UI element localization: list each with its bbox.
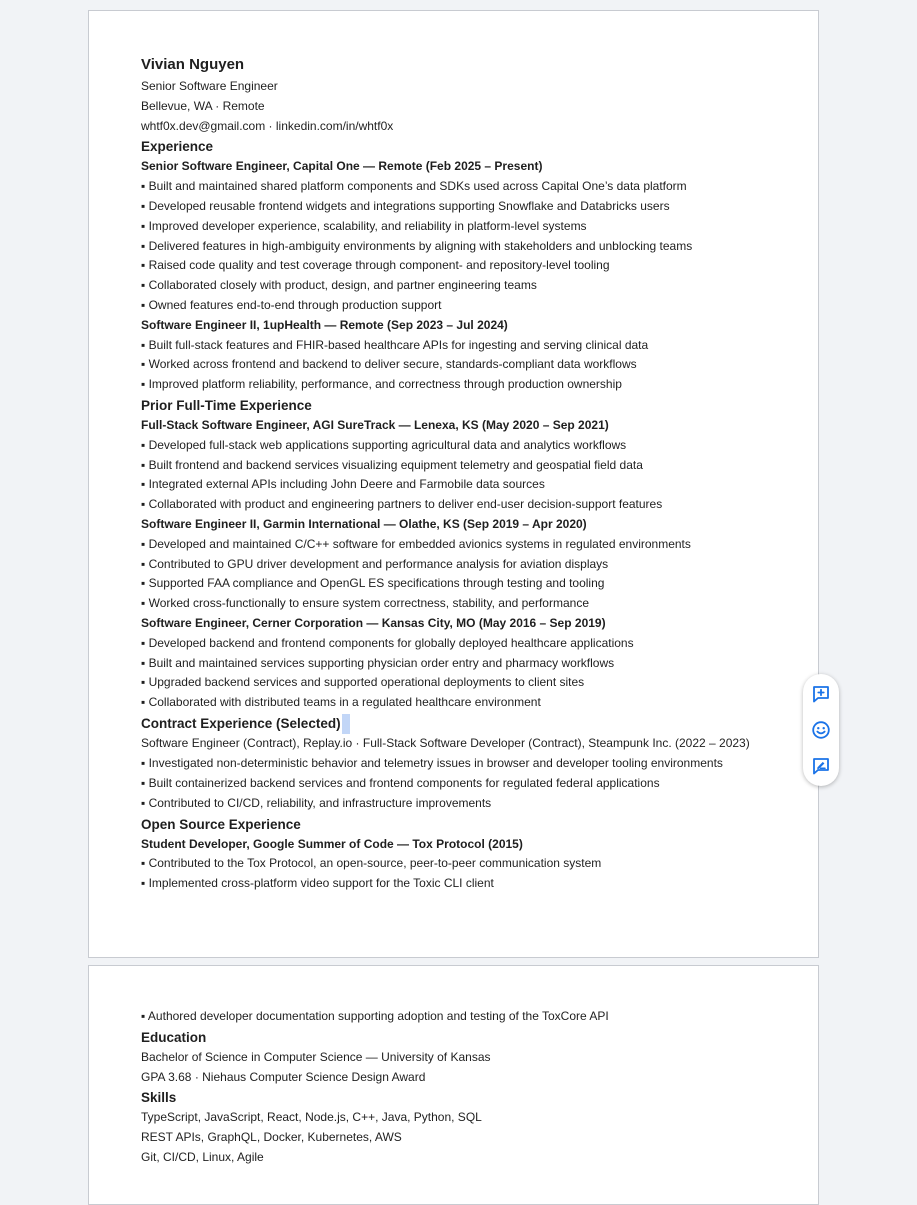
job-title: Senior Software Engineer, Capital One — Remote (Feb 2025 – Present) [141, 159, 543, 174]
page-2-content[interactable] [141, 1007, 778, 1168]
bullet: ▪ Implemented cross-platform video support for the Toxic CLI client [141, 876, 494, 891]
contract-heading-row [141, 713, 778, 734]
job-title: Student Developer, Google Summer of Code — Tox Protocol (2015) [141, 836, 523, 851]
skills-heading: Skills [141, 1090, 177, 1106]
prior-experience-heading: Prior Full-Time Experience [141, 397, 312, 413]
bullet: ▪ Worked across frontend and backend to deliver secure, standards-compliant data workflows [141, 357, 637, 372]
bullet: ▪ Collaborated closely with product, design, and partner engineering teams [141, 278, 537, 293]
open-source-heading: Open Source Experience [141, 816, 301, 832]
floating-side-toolbar [803, 674, 839, 786]
contract-heading: Contract Experience (Selected) [141, 715, 341, 731]
job-title: Software Engineer II, 1upHealth — Remote (Sep 2023 – Jul 2024) [141, 317, 508, 332]
job-title: Software Engineer, Cerner Corporation — Kansas City, MO (May 2016 – Sep 2019) [141, 615, 606, 630]
suggest-edit-icon [811, 756, 831, 776]
gpa: GPA 3.68 · Niehaus Computer Science Design Award [141, 1069, 426, 1084]
degree: Bachelor of Science in Computer Science — University of Kansas [141, 1049, 491, 1064]
emoji-icon [811, 720, 831, 740]
experience-heading: Experience [141, 139, 214, 155]
resume-name: Vivian Nguyen [141, 56, 245, 73]
document-page-1[interactable] [88, 10, 819, 958]
bullet: ▪ Developed full-stack web applications supporting agricultural data and analytics workflows [141, 437, 627, 452]
bullet: ▪ Collaborated with distributed teams in a regulated healthcare environment [141, 695, 541, 710]
text-cursor-selection[interactable] [342, 714, 350, 734]
bullet: ▪ Contributed to the Tox Protocol, an open-source, peer-to-peer communication system [141, 856, 602, 871]
bullet: ▪ Built full-stack features and FHIR-based healthcare APIs for ingesting and serving clinical data [141, 337, 649, 352]
add-comment-icon [811, 684, 831, 704]
bullet: ▪ Contributed to GPU driver development and performance analysis for aviation displays [141, 556, 609, 571]
contract-roles: Software Engineer (Contract), Replay.io · Full-Stack Software Developer (Contract), Steampunk Inc. (2022 – 2023) [141, 736, 750, 751]
skills-line: TypeScript, JavaScript, React, Node.js, C++, Java, Python, SQL [141, 1110, 482, 1125]
suggest-edit-button[interactable] [809, 754, 833, 778]
bullet: ▪ Authored developer documentation supporting adoption and testing of the ToxCore API [141, 1009, 609, 1023]
resume-location: Bellevue, WA · Remote [141, 98, 265, 113]
bullet: ▪ Developed and maintained C/C++ software for embedded avionics systems in regulated environments [141, 536, 691, 551]
bullet: ▪ Contributed to CI/CD, reliability, and infrastructure improvements [141, 795, 492, 810]
resume-role: Senior Software Engineer [141, 79, 278, 93]
bullet: ▪ Investigated non-deterministic behavior and telemetry issues in browser and developer tooling environments [141, 756, 723, 771]
job-title: Software Engineer II, Garmin International — Olathe, KS (Sep 2019 – Apr 2020) [141, 516, 587, 531]
job-title: Full-Stack Software Engineer, AGI SureTrack — Lenexa, KS (May 2020 – Sep 2021) [141, 417, 609, 432]
bullet: ▪ Built and maintained services supporting physician order entry and pharmacy workflows [141, 655, 615, 670]
bullet: ▪ Raised code quality and test coverage through component- and repository-level tooling [141, 258, 610, 273]
add-comment-button[interactable] [809, 682, 833, 706]
skills-line: REST APIs, GraphQL, Docker, Kubernetes, AWS [141, 1130, 402, 1145]
bullet: ▪ Integrated external APIs including John Deere and Farmobile data sources [141, 477, 545, 492]
education-heading: Education [141, 1029, 207, 1045]
resume-contact: whtf0x.dev@gmail.com · linkedin.com/in/whtf0x [141, 118, 394, 133]
bullet: ▪ Owned features end-to-end through production support [141, 297, 442, 312]
page-1-content[interactable] [141, 55, 778, 894]
bullet: ▪ Improved platform reliability, performance, and correctness through production ownership [141, 377, 622, 392]
bullet: ▪ Collaborated with product and engineering partners to deliver end-user decision-support features [141, 497, 663, 512]
add-emoji-reaction-button[interactable] [809, 718, 833, 742]
bullet: ▪ Improved developer experience, scalability, and reliability in platform-level systems [141, 218, 587, 233]
skills-line: Git, CI/CD, Linux, Agile [141, 1149, 264, 1164]
bullet: ▪ Worked cross-functionally to ensure system correctness, stability, and performance [141, 596, 589, 611]
document-page-2[interactable] [88, 965, 819, 1205]
bullet: ▪ Built containerized backend services and frontend components for regulated federal applications [141, 775, 660, 790]
bullet: ▪ Developed backend and frontend components for globally deployed healthcare applications [141, 635, 634, 650]
bullet: ▪ Built frontend and backend services visualizing equipment telemetry and geospatial field data [141, 457, 643, 472]
bullet: ▪ Developed reusable frontend widgets and integrations supporting Snowflake and Databricks users [141, 198, 670, 213]
bullet: ▪ Supported FAA compliance and OpenGL ES specifications through testing and tooling [141, 576, 605, 591]
bullet: ▪ Delivered features in high-ambiguity environments by aligning with stakeholders and unblocking teams [141, 238, 693, 253]
bullet: ▪ Upgraded backend services and supported operational deployments to client sites [141, 675, 585, 690]
bullet: ▪ Built and maintained shared platform components and SDKs used across Capital One’s data platform [141, 179, 687, 194]
